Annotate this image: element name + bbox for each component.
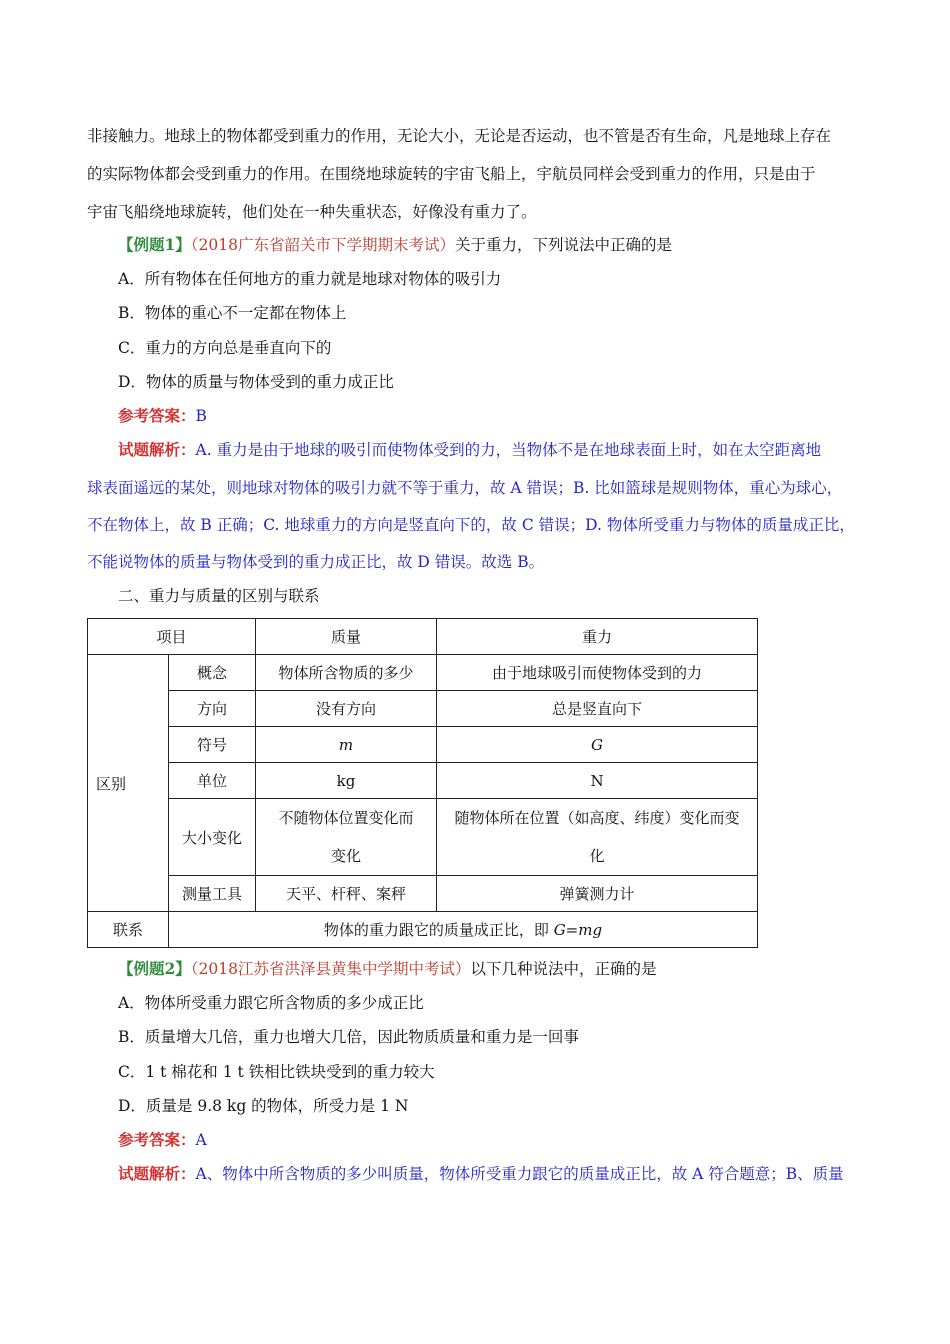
- weight-line: 化: [589, 847, 605, 865]
- example-tag: 【例题1】: [118, 235, 191, 254]
- answer-label: 参考答案：: [118, 1130, 196, 1149]
- table-row: [88, 655, 758, 691]
- mass-symbol: m: [338, 735, 354, 754]
- intro-line: 宇宙飞船绕地球旋转，他们处在一种失重状态，好像没有重力了。: [87, 203, 537, 221]
- row-mass: 没有方向: [256, 691, 437, 727]
- option-c: C．1 t 棉花和 1 t 铁相比铁块受到的重力较大: [118, 1063, 435, 1081]
- section-title: 二、重力与质量的区别与联系: [118, 587, 320, 605]
- row-weight: [437, 727, 758, 763]
- example-stem: 关于重力，下列说法中正确的是: [455, 236, 673, 254]
- analysis-line: 不在物体上，故 B 正确；C. 地球重力的方向是竖直向下的，故 C 错误；D. 物体所受重力与物体的质量成正比，: [87, 516, 855, 534]
- option-b: B．质量增大几倍，重力也增大几倍，因此物质质量和重力是一回事: [118, 1028, 579, 1046]
- example-source: （2018广东省韶关市下学期期末考试）: [190, 236, 455, 254]
- analysis-line: 不能说物体的质量与物体受到的重力成正比，故 D 错误。故选 B。: [87, 553, 545, 571]
- answer-line: [118, 1129, 207, 1151]
- intro-line: 的实际物体都会受到重力的作用。在围绕地球旋转的宇宙飞船上，宇航员同样会受到重力的作用，只是由于: [87, 165, 816, 183]
- row-weight: 总是竖直向下: [437, 691, 758, 727]
- option-a: A．所有物体在任何地方的重力就是地球对物体的吸引力: [118, 270, 502, 288]
- link-label: 联系: [88, 912, 169, 948]
- row-weight: 由于地球吸引而使物体受到的力: [437, 655, 758, 691]
- link-text: 物体的重力跟它的质量成正比，即 G=mg: [169, 912, 758, 948]
- example-stem: 以下几种说法中，正确的是: [470, 960, 657, 978]
- analysis-line: 球表面遥远的某处，则地球对物体的吸引力就不等于重力，故 A 错误；B. 比如篮球是规则物体，重心为球心，: [87, 479, 843, 497]
- row-mass: [256, 799, 437, 876]
- table-row: [88, 691, 758, 727]
- row-item: 方向: [169, 691, 256, 727]
- row-item: 单位: [169, 763, 256, 799]
- table-header-row: [88, 619, 758, 655]
- answer-label: 参考答案：: [118, 406, 196, 425]
- comparison-table: [87, 618, 758, 948]
- example-source: （2018江苏省洪泽县黄集中学期中考试）: [190, 960, 471, 978]
- table-header-cell: 项目: [88, 619, 256, 655]
- option-d: D．物体的质量与物体受到的重力成正比: [118, 373, 394, 391]
- row-weight: N: [437, 763, 758, 799]
- option-b: B．物体的重心不一定都在物体上: [118, 304, 347, 322]
- intro-line: 非接触力。地球上的物体都受到重力的作用，无论大小，无论是否运动，也不管是否有生命，凡是地球上存在: [87, 127, 832, 145]
- example2-question: [118, 958, 657, 980]
- weight-line: 随物体所在位置（如高度、纬度）变化而变: [454, 809, 740, 827]
- weight-symbol: G: [591, 735, 603, 754]
- row-mass: 物体所含物质的多少: [256, 655, 437, 691]
- analysis-label: 试题解析：: [118, 440, 196, 459]
- example1-question: [118, 234, 672, 256]
- group-label: 区别: [88, 655, 169, 912]
- option-a: A．物体所受重力跟它所含物质的多少成正比: [118, 994, 424, 1012]
- option-d: D．质量是 9.8 kg 的物体，所受力是 1 N: [118, 1097, 409, 1115]
- link-formula: G=mg: [553, 921, 603, 939]
- table-row: [88, 727, 758, 763]
- answer-value: B: [195, 407, 207, 425]
- table-row: [88, 799, 758, 876]
- example-tag: 【例题2】: [118, 959, 191, 978]
- answer-line: [118, 405, 207, 427]
- analysis-label: 试题解析：: [118, 1164, 196, 1183]
- row-mass: [256, 727, 437, 763]
- row-item: 测量工具: [169, 876, 256, 912]
- mass-line: 变化: [330, 847, 361, 865]
- table-row: [88, 763, 758, 799]
- mass-line: 不随物体位置变化而: [278, 809, 414, 827]
- row-item: 符号: [169, 727, 256, 763]
- option-c: C．重力的方向总是垂直向下的: [118, 339, 332, 357]
- row-weight: [437, 799, 758, 876]
- row-mass: 天平、杆秤、案秤: [256, 876, 437, 912]
- table-link-row: [88, 912, 758, 948]
- table-header-cell: 质量: [256, 619, 437, 655]
- row-weight: 弹簧测力计: [437, 876, 758, 912]
- row-mass: kg: [256, 763, 437, 799]
- table-row: [88, 876, 758, 912]
- row-item: 大小变化: [169, 799, 256, 876]
- row-item: 概念: [169, 655, 256, 691]
- analysis-line: 试题解析：A、物体中所含物质的多少叫质量，物体所受重力跟它的质量成正比，故 A 符合题意；B、质量: [118, 1164, 844, 1183]
- analysis-line: 试题解析：A. 重力是由于地球的吸引而使物体受到的力，当物体不是在地球表面上时，如在太空距离地: [118, 440, 822, 459]
- table-header-cell: 重力: [437, 619, 758, 655]
- answer-value: A: [195, 1131, 207, 1149]
